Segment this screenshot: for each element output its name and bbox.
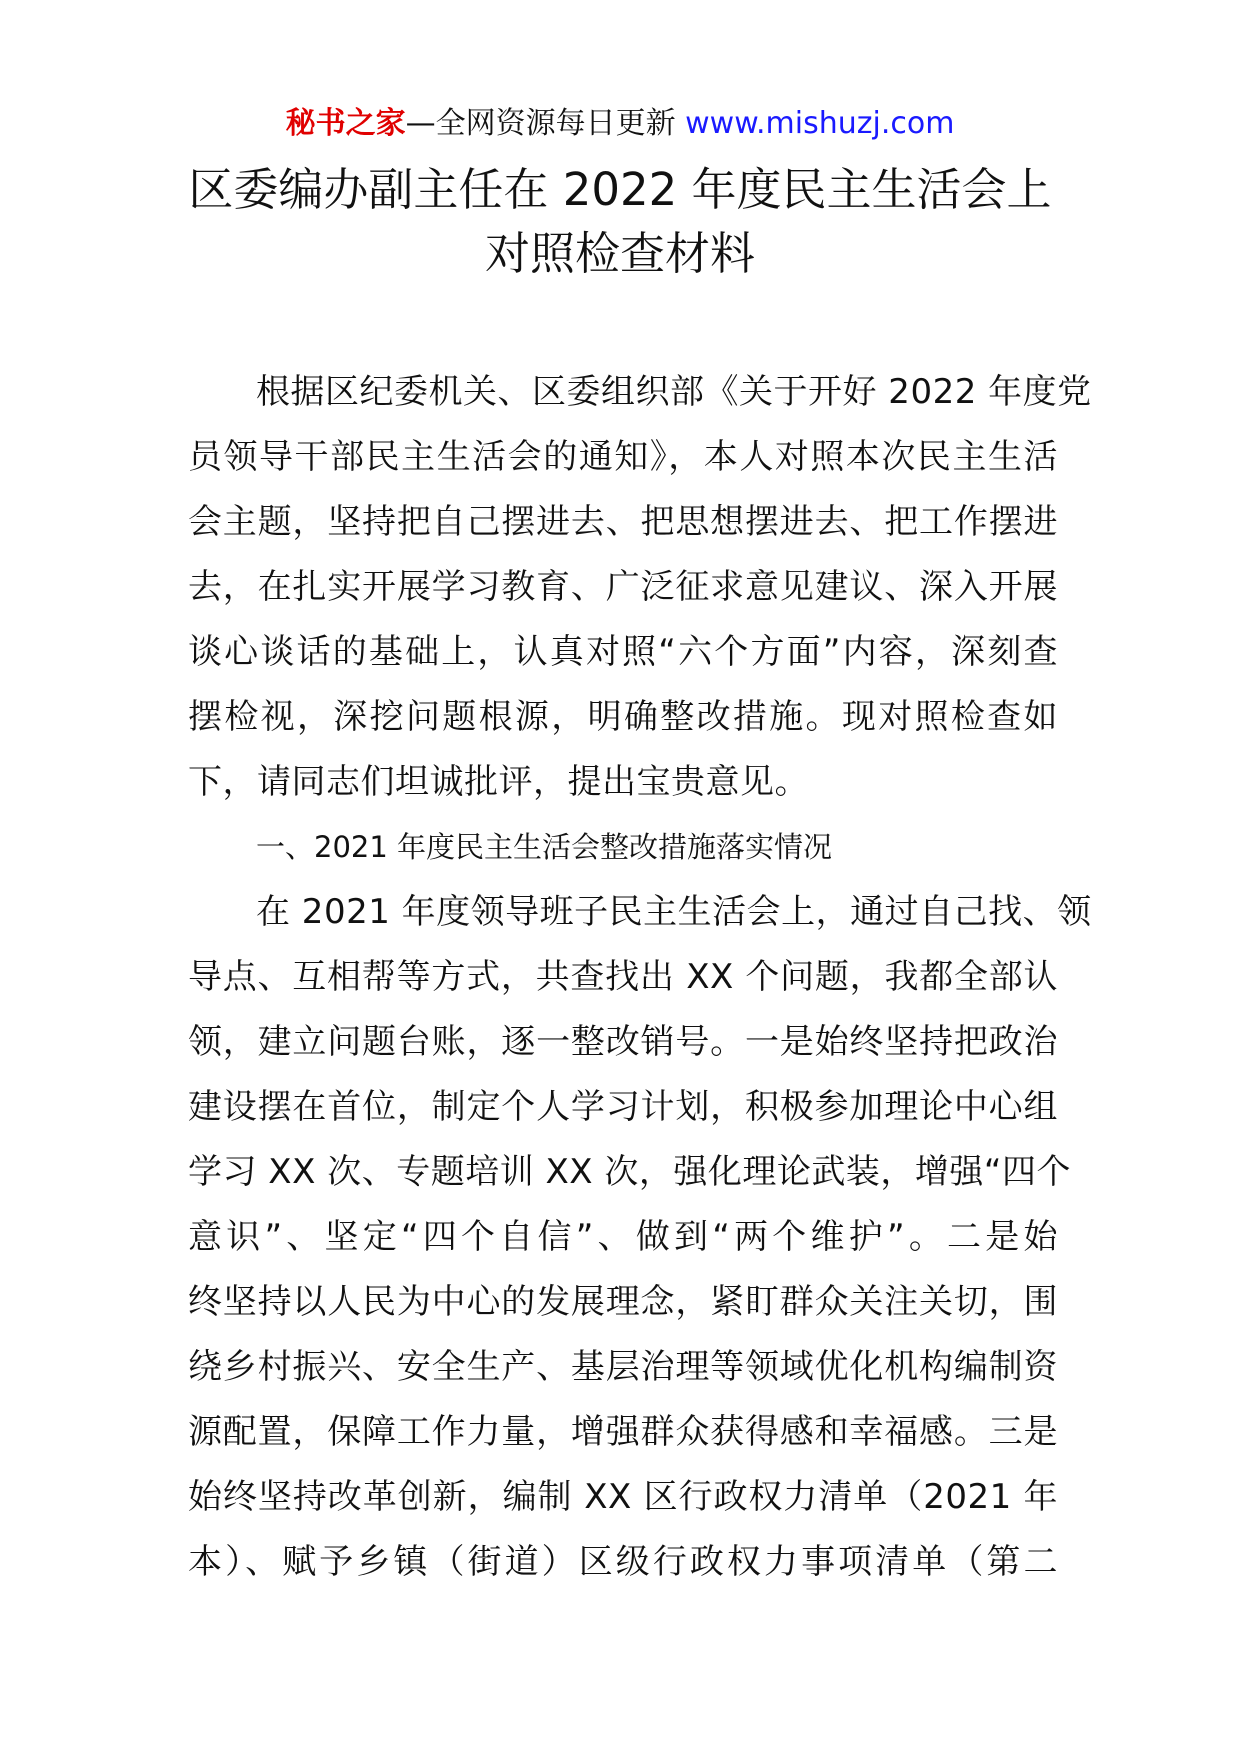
site-url-link[interactable]: www.mishuzj.com xyxy=(685,106,955,141)
paragraph-line: 去，在扎实开展学习教育、广泛征求意见建议、深入开展 xyxy=(188,567,1058,607)
paragraph-line: 源配置，保障工作力量，增强群众获得感和幸福感。三是 xyxy=(188,1412,1058,1452)
paragraph-line: 领，建立问题台账，逐一整改销号。一是始终坚持把政治 xyxy=(188,1022,1058,1062)
paragraph-line: 谈心谈话的基础上，认真对照“六个方面”内容，深刻查 xyxy=(188,632,1058,672)
title-line-1: 区委编办副主任在 2022 年度民主生活会上 xyxy=(188,163,1052,216)
paragraph-line: 会主题，坚持把自己摆进去、把思想摆进去、把工作摆进 xyxy=(188,502,1058,542)
paragraph-line: 本）、赋予乡镇（街道）区级行政权力事项清单（第二 xyxy=(188,1542,1058,1582)
paragraph-line: 在 2021 年度领导班子民主生活会上，通过自己找、领 xyxy=(256,892,1092,932)
paragraph-line: 摆检视，深挖问题根源，明确整改措施。现对照检查如 xyxy=(188,697,1058,737)
brand-name: 秘书之家 xyxy=(285,106,406,141)
title-line-2: 对照检查材料 xyxy=(484,227,755,280)
paragraph-line: 学习 XX 次、专题培训 XX 次，强化理论武装，增强“四个 xyxy=(188,1152,1072,1192)
paragraph-line: 始终坚持改革创新，编制 XX 区行政权力清单（2021 年 xyxy=(188,1477,1058,1517)
paragraph-line: 建设摆在首位，制定个人学习计划，积极参加理论中心组 xyxy=(188,1087,1058,1127)
paragraph-line: 终坚持以人民为中心的发展理念，紧盯群众关注关切，围 xyxy=(188,1282,1058,1322)
site-header xyxy=(0,100,1240,148)
header-tagline: —全网资源每日更新 xyxy=(405,106,676,141)
document-body xyxy=(188,360,1092,1595)
paragraph-line: 根据区纪委机关、区委组织部《关于开好 2022 年度党 xyxy=(256,372,1092,412)
section-heading: 一、2021 年度民主生活会整改措施落实情况 xyxy=(256,830,833,864)
paragraph-line: 绕乡村振兴、安全生产、基层治理等领域优化机构编制资 xyxy=(188,1347,1058,1387)
paragraph-line: 员领导干部民主生活会的通知》，本人对照本次民主生活 xyxy=(188,437,1058,477)
document-title xyxy=(0,158,1240,286)
paragraph-line: 导点、互相帮等方式，共查找出 XX 个问题，我都全部认 xyxy=(188,957,1058,997)
paragraph-line: 意识”、坚定“四个自信”、做到“两个维护”。二是始 xyxy=(188,1217,1058,1257)
paragraph-line: 下，请同志们坦诚批评，提出宝贵意见。 xyxy=(188,762,809,802)
